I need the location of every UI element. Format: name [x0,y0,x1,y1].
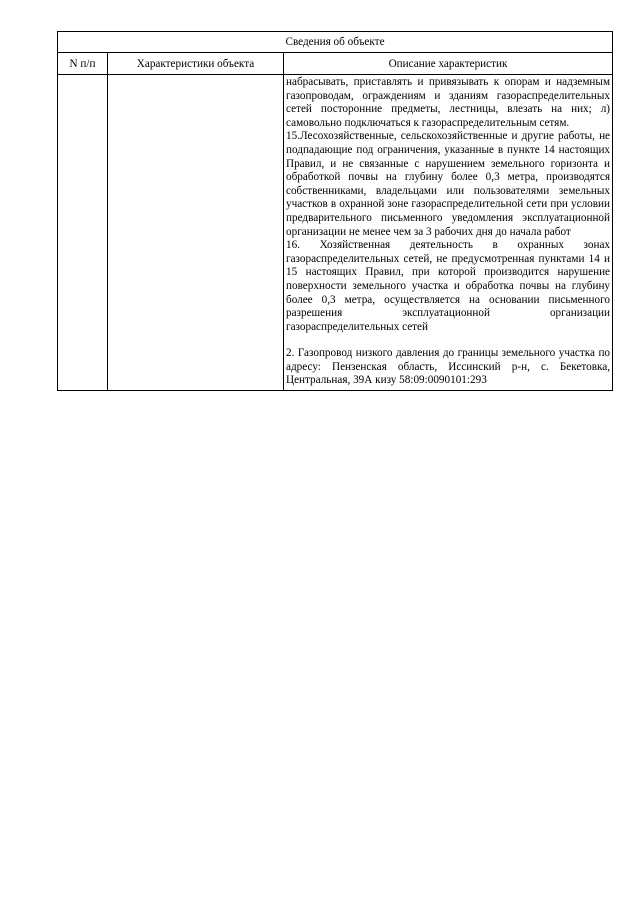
table-header-row [58,53,613,75]
description-paragraph-16: 16. Хозяйственная деятельность в охранных зонах газораспределительных сетей, не предусмотренная пунктами 14 и 15 настоящих Правил, при которой производится нарушение поверхности земельного участка и обработка почвы на глубину более 0,3 метра, осуществляется на основании письменного разрешения эксплуатационной организации газораспределительных сетей [286,239,611,333]
header-characteristics: Характеристики объекта [108,53,284,75]
object-info-table [57,31,613,391]
description-paragraph-15: 15.Лесохозяйственные, сельскохозяйственные и другие работы, не подпадающие под ограничения, указанные в пункте 14 настоящих Правил, и не связанные с нарушением земельного горизонта и обработкой почвы на глубину более 0,3 метра, производятся собственниками, владельцами или пользователями земельных участков в охранной зоне газораспределительной сети при условии предварительного письменного уведомления эксплуатационной организации не менее чем за 3 рабочих дня до начала работ [286,130,611,238]
row-characteristics-cell [108,75,284,391]
header-description: Описание характеристик [284,53,613,75]
description-paragraph-restrictions: набрасывать, приставлять и привязывать к опорам и надземным газопроводам, ограждениям и зданиям газораспределительных сетей посторонние предметы, лестницы, влезать на них; л) самовольно подключаться к газораспределительным сетям. [286,76,611,129]
table-row [58,75,613,391]
header-num: N п/п [58,53,108,75]
table-title: Сведения об объекте [58,32,613,53]
paragraph-spacer [286,334,610,347]
row-num-cell [58,75,108,391]
description-paragraph-gas-pipeline: 2. Газопровод низкого давления до границы земельного участка по адресу: Пензенская область, Иссинский р-н, с. Бекетовка, Центральная, 39А кизу 58:09:0090101:293 [286,347,611,387]
table-title-row [58,32,613,53]
row-description-cell [284,75,613,391]
